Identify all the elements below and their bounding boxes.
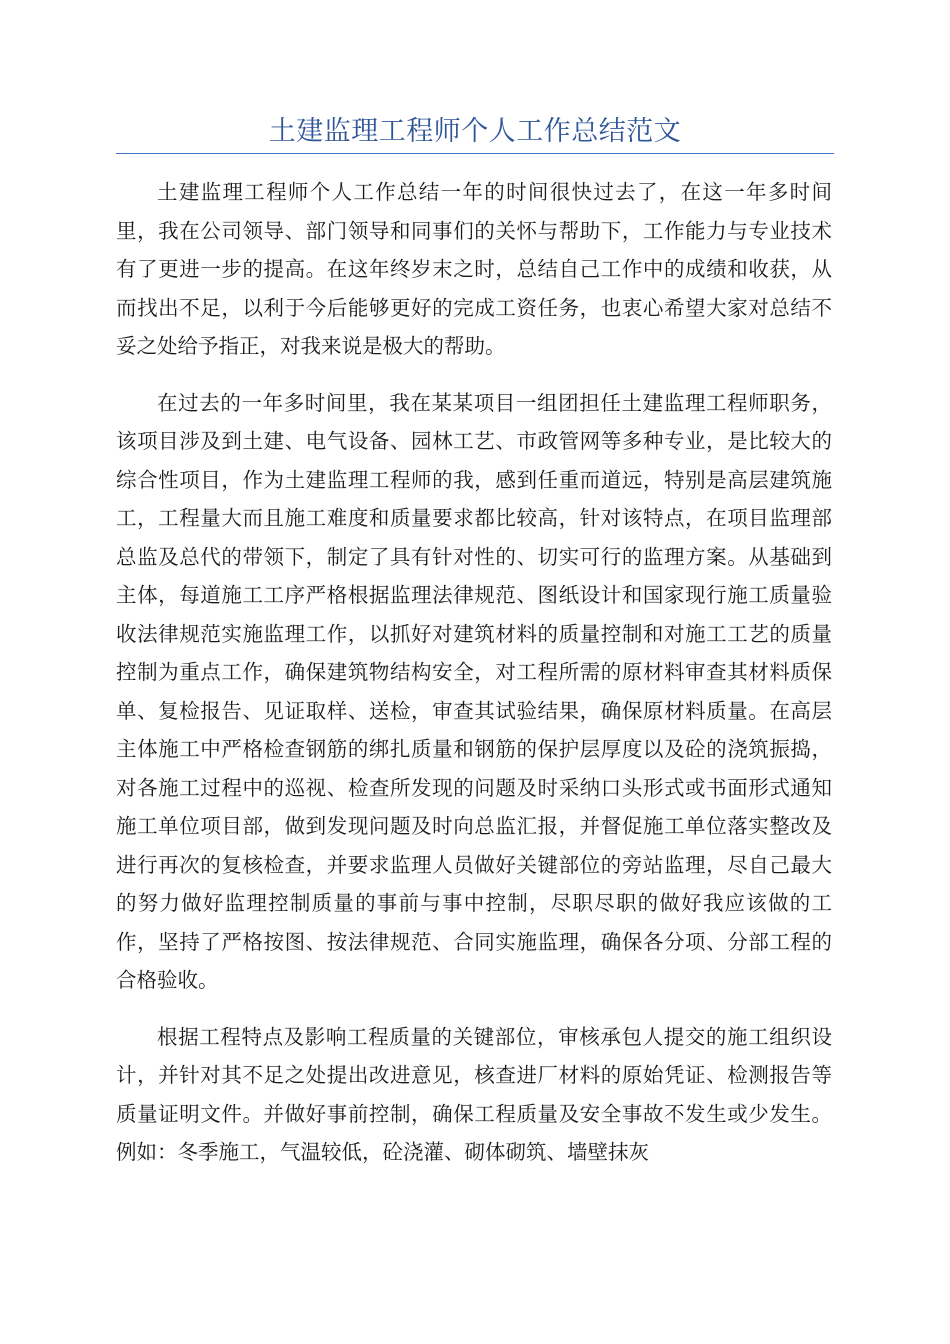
title-underline <box>116 153 834 154</box>
document-title: 土建监理工程师个人工作总结范文 <box>268 116 682 147</box>
paragraph-1: 土建监理工程师个人工作总结一年的时间很快过去了，在这一年多时间里，我在公司领导、部门领导和同事们的关怀与帮助下，工作能力与专业技术有了更进一步的提高。在这年终岁末之时，总结自己工作中的成绩和收获，从而找出不足，以利于今后能够更好的完成工资任务，也衷心希望大家对总结不妥之处给予指正，对我来说是极大的帮助。 <box>116 180 832 358</box>
document-body <box>116 173 832 1190</box>
paragraph-2: 在过去的一年多时间里，我在某某项目一组团担任土建监理工程师职务，该项目涉及到土建、电气设备、园林工艺、市政管网等多种专业，是比较大的综合性项目，作为土建监理工程师的我，感到任重而道远，特别是高层建筑施工，工程量大而且施工难度和质量要求都比较高，针对该特点，在项目监理部总监及总代的带领下，制定了具有针对性的、切实可行的监理方案。从基础到主体，每道施工工序严格根据监理法律规范、图纸设计和国家现行施工质量验收法律规范实施监理工作，以抓好对建筑材料的质量控制和对施工工艺的质量控制为重点工作，确保建筑物结构安全，对工程所需的原材料审查其材料质保单、复检报告、见证取样、送检，审查其试验结果，确保原材料质量。在高层主体施工中严格检查钢筋的绑扎质量和钢筋的保护层厚度以及砼的浇筑振捣，对各施工过程中的巡视、检查所发现的问题及时采纳口头形式或书面形式通知施工单位项目部，做到发现问题及时向总监汇报，并督促施工单位落实整改及进行再次的复核检查，并要求监理人员做好关键部位的旁站监理，尽自己最大的努力做好监理控制质量的事前与事中控制，尽职尽职的做好我应该做的工作，坚持了严格按图、按法律规范、合同实施监理，确保各分项、分部工程的合格验收。 <box>116 390 832 992</box>
paragraph-3: 根据工程特点及影响工程质量的关键部位，审核承包人提交的施工组织设计，并针对其不足之处提出改进意见，核查进厂材料的原始凭证、检测报告等质量证明文件。并做好事前控制，确保工程质量及安全事故不发生或少发生。例如：冬季施工，气温较低，砼浇灌、砌体砌筑、墙壁抹灰 <box>116 1024 832 1164</box>
